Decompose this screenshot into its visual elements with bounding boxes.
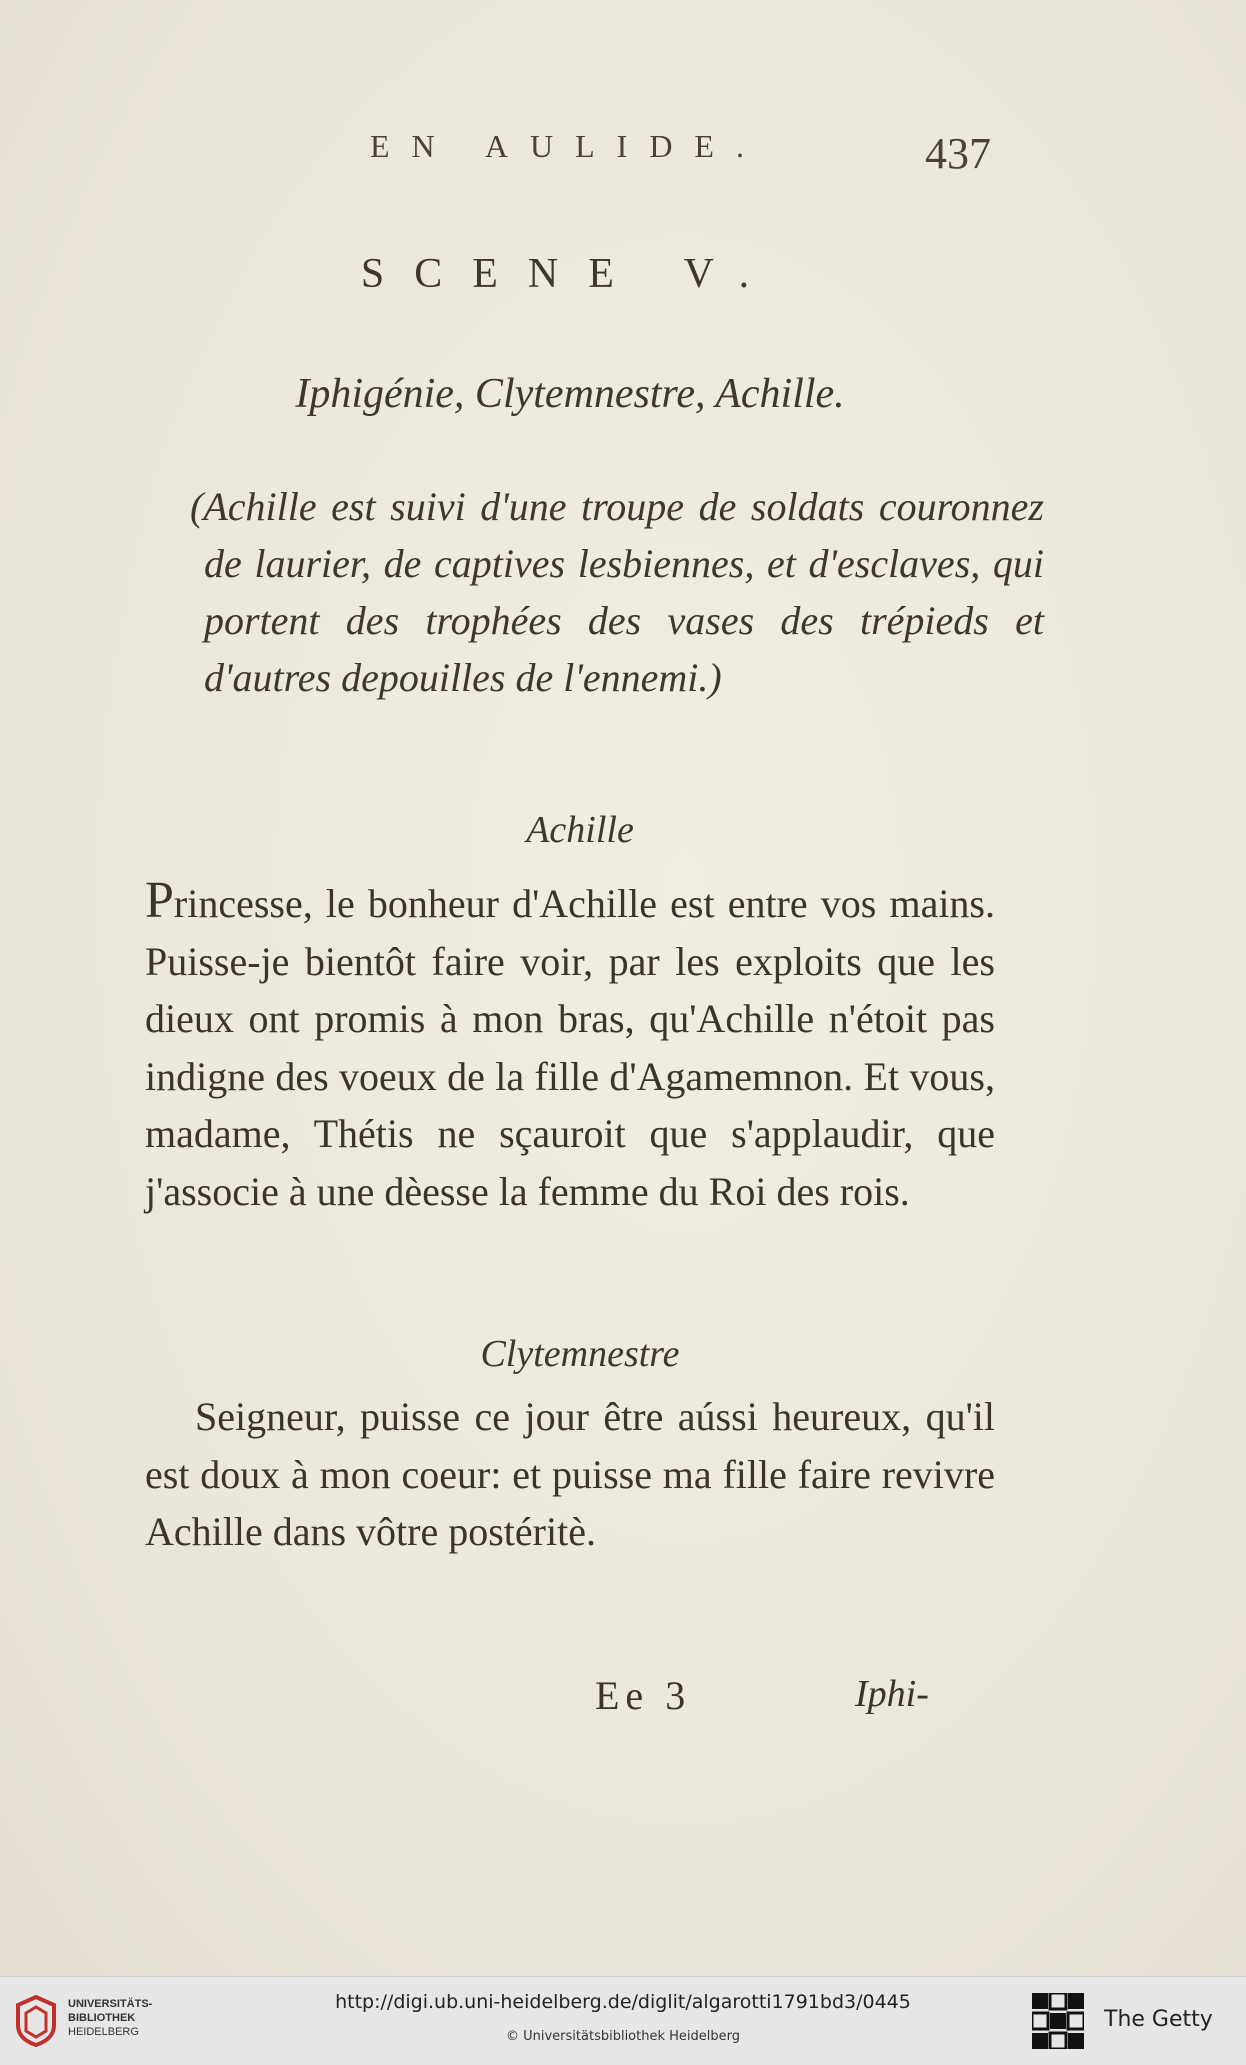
partner-name: The Getty	[1104, 2007, 1213, 2032]
stage-direction: (Achille est suivi d'une troupe de soldats couronnez de laurier, de captives lesbiennes, et d'esclaves, qui portent des trophées des vases des trépieds et d'autres depouilles de l'ennemi.)	[190, 484, 1044, 700]
page-number: 437	[925, 129, 991, 178]
running-head: EN AULIDE.	[370, 128, 766, 164]
speaker-name: Achille	[526, 809, 634, 851]
footer-bar	[0, 1976, 1246, 2065]
speaker-name: Clytemnestre	[480, 1333, 680, 1375]
library-name: UNIVERSITÄTS- BIBLIOTHEK HEIDELBERG	[68, 1998, 153, 2038]
catchword: Iphi-	[855, 1673, 929, 1715]
copyright-notice: © Universitätsbibliothek Heidelberg	[505, 2029, 740, 2044]
signature-mark: Ee 3	[595, 1673, 692, 1718]
scene-heading: SCENE V.	[360, 251, 780, 297]
character-list: Iphigénie, Clytemnestre, Achille.	[295, 371, 845, 417]
partner-logo[interactable]	[1032, 1991, 1232, 2051]
getty-grid-icon	[1032, 1993, 1084, 2049]
permalink-url[interactable]: http://digi.ub.uni-heidelberg.de/diglit/algarotti1791bd3/0445	[335, 1991, 911, 2013]
speech-text: Princesse, le bonheur d'Achille est entre vos mains. Puisse-je bientôt faire voir, par les exploits que les dieux ont promis à mon bras, qu'Achille n'étoit pas indigne des voeux de la fille d'Agamemnon. Et vous, madame, Thétis ne sçauroit que s'applaudir, que j'associe à une dèesse la femme du Roi des rois.	[145, 872, 995, 1214]
speech-text: Seigneur, puisse ce jour être aússi heureux, qu'il est doux à mon coeur: et puisse ma fille faire revivre Achille dans vôtre postéritè.	[145, 1394, 995, 1554]
